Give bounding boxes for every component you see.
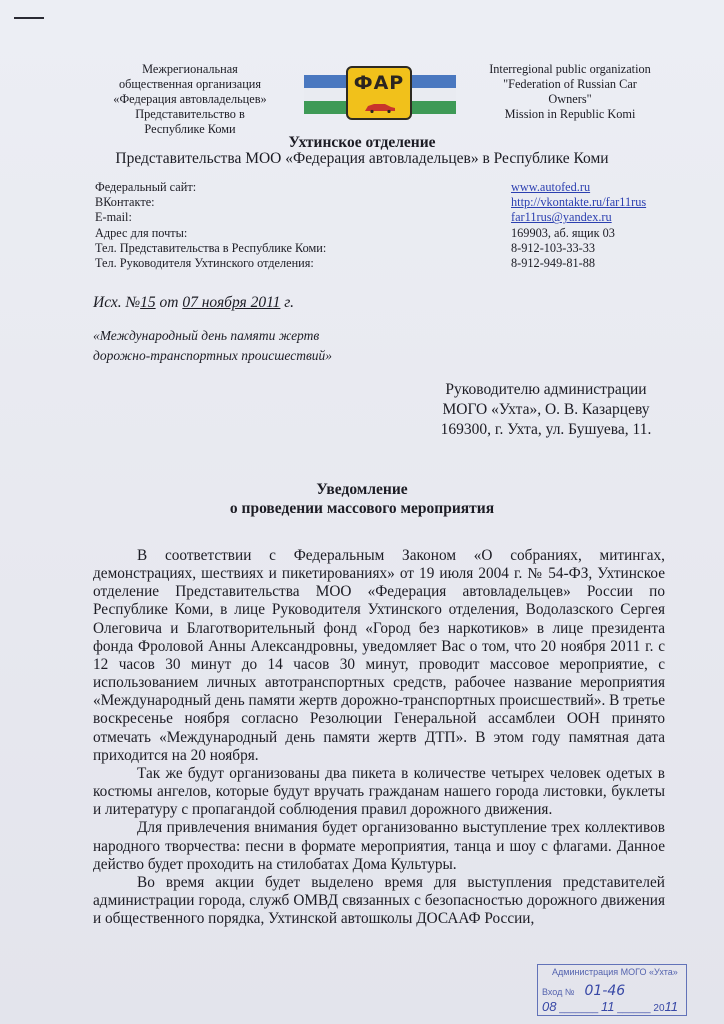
header-right-line: Mission in Republic Komi [504,107,636,121]
header-right-line: Owners" [548,92,592,106]
stamp-entry-label: Вход № [542,987,575,997]
body-paragraph: Во время акции будет выделено время для выступления представителей администрации города, служб ОМВД связанных с безопасностью дорожного движения и общественного порядка, Ухтинской автошколы ДОСААФ России, [93,873,665,928]
contact-row [95,210,655,225]
header-left-line: «Федерация автовладельцев» [113,92,267,106]
addressee-line: Руководителю администрации [445,381,647,398]
contact-label: ВКонтакте: [95,195,155,210]
header-right-line: "Federation of Russian Car [503,77,637,91]
header-left-line: Межрегиональная [142,62,238,76]
stamp-title: Администрация МОГО «Ухта» [552,967,678,977]
header-left-org-ru [92,62,288,137]
notice-title [0,480,724,518]
outgoing-prefix: Исх. № [93,294,141,311]
header-right-org-en [470,62,670,122]
website-link[interactable]: www.autofed.ru [511,180,591,194]
body-paragraph: Для привлечения внимания будет организованно выступление трех коллективов народного творчества: песни в формате мероприятия, танца и шоу с флагами. Данное действо будет проходить на стилобатах Дома Культуры. [93,819,665,873]
header-right-line: Interregional public organization [489,62,651,76]
email-link[interactable]: far11rus@yandex.ru [511,210,612,225]
stamp-date-year-prefix: 20 [653,1003,665,1014]
phone-branch-head: 8-912-949-81-88 [511,255,596,270]
logo-badge [346,66,412,120]
stamp-date-day: 08 [542,999,557,1014]
outgoing-suffix: г. [280,294,295,311]
registration-stamp [537,964,687,1016]
stamp-entry-number: 01-46 [584,983,626,999]
vkontakte-link[interactable]: http://vkontakte.ru/far11rus [511,195,647,210]
header-left-line: Представительство в [135,107,245,121]
contact-label: Адрес для почты: [95,225,188,240]
title-line: Уведомление [316,481,408,498]
contact-row [95,180,655,195]
body-paragraph: Так же будут организованы два пикета в количестве четырех человек одетых в костюмы ангелов, которые будут вручать гражданам нашего города листовки, буклеты и литературу с пропагандой соблюдения правил дорожного движения. [93,764,665,819]
car-icon [363,101,397,113]
contact-label: E-mail: [95,210,132,225]
stamp-date-month: 11 [600,999,615,1014]
contact-label: Тел. Руководителя Ухтинского отделения: [95,255,314,270]
outgoing-from: от [155,294,183,311]
contact-row [95,226,655,241]
subject-text: «Международный день памяти жертв [93,328,320,343]
body-paragraph: В соответствии с Федеральным Законом «О собраниях, митингах, демонстрациях, шествиях и пикетированиях» от 19 июля 2004 г. № 54-ФЗ, Ухтинское отделение Представительства МОО «Федерация автовладельцев» России по Республике Коми, в лице Руководителя Ухтинского отделения, Водолазского Сергея Олеговича и Благотворительный фонд «Город без наркотиков» в лице президента фонда Фроловой Анны Александровны, уведомляет Вас о том, что 20 ноября 2011 г. с 12 часов 30 минут до 14 часов 30 минут, проводит массовое мероприятие, с использованием личных автотранспортных средств, рабочее название мероприятия «Международный день памяти жертв дорожно-транспортных происшествий». В третье воскресенье ноября согласно Резолюции Генеральной ассамблеи ООН принято отмечать «Международный день памяти жертв ДТП». В этом году памятная дата приходится на 20 ноября. [93,547,665,764]
stamp-date: 08 _______ 11 ______ 2011 [542,999,679,1014]
postal-address: 169903, аб. ящик 03 [511,225,615,240]
addressee-line: МОГО «Ухта», О. В. Казарцеву [442,401,650,418]
contact-label: Тел. Представительства в Республике Коми: [95,240,327,255]
far-logo [304,66,456,120]
branch-title: Ухтинское отделение [288,134,436,151]
corner-mark [14,17,44,19]
contact-label: Федеральный сайт: [95,180,197,194]
stamp-entry [542,983,625,999]
outgoing-number: 15 [140,294,156,311]
logo-text: ФАР [353,72,405,94]
outgoing-reference [93,294,294,312]
addressee-block [426,380,666,440]
subject-text: дорожно-транспортных происшествий» [93,348,333,363]
contact-row [95,195,655,210]
notice-body [93,547,665,928]
stamp-date-year-suffix: 11 [664,999,679,1014]
title-line: о проведении массового мероприятия [229,500,495,517]
contact-row [95,241,655,256]
addressee-line: 169300, г. Ухта, ул. Бушуева, 11. [440,421,652,438]
contact-row [95,256,655,271]
contacts-block [95,180,655,271]
header-left-line: Республике Коми [144,122,236,136]
header-left-line: общественная организация [118,77,262,91]
phone-representative: 8-912-103-33-33 [511,240,596,255]
outgoing-date: 07 ноября 2011 [182,294,281,311]
subject-line [93,326,373,366]
branch-subtitle: Представительства МОО «Федерация автовладельцев» в Республике Коми [115,150,609,167]
